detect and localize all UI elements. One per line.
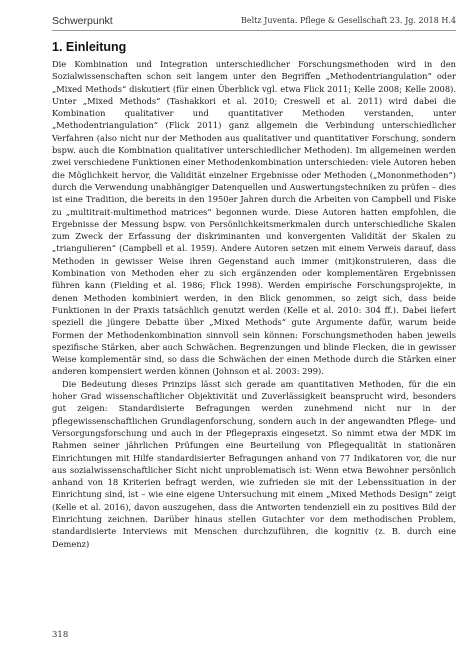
section-label: Schwerpunkt [52, 15, 113, 27]
body-text [52, 58, 456, 550]
journal-citation: Beltz Juventa. Pflege & Gesellschaft 23. Jg. 2018 H.4 [241, 16, 456, 25]
section-heading: 1. Einleitung [52, 40, 127, 54]
paragraph-1: Die Kombination und Integration unterschiedlicher Forschungsmethoden wird in den Sozialwissenschaften schon seit langem unter den Begriffen „Methodentriangulation“ oder „Mixed Methods“ diskutiert (für einen Überblick vgl. etwa Flick 2011; Kelle 2008; Kelle 2008). Unter „Mixed Methods“ (Tashakkori et al. 2010; Creswell et al. 2011) wird dabei die Kombination qualitativer und quantitativer Methoden verstanden, unter „Methodentriangulation“ (Flick 2011) ganz allgemein die Verbindung unterschiedlicher Verfahren (also nicht nur der Methoden aus qualitativer und quantitativer Forschung, sondern bspw. auch die Kombination qualitativer unterschiedlicher Methoden). Im allgemeinen werden zwei verschiedene Funktionen einer Methodenkombination unterschieden: viele Autoren heben die Möglichkeit hervor, die Validität einzelner Ergebnisse oder Methoden („Mononmethoden“) durch die Verwendung unabhängiger Datenquellen und Auswertungstechniken zu prüfen – dies ist eine Tradition, die bereits in den 1950er Jahren durch die Arbeiten von Campbell und Fiske zu „multitrait-multimethod matrices“ begonnen wurde. Diese Autoren hatten empfohlen, die Ergebnisse der Messung bspw. von Persönlichkeitsmerkmalen durch unterschiedliche Skalen zum Zweck der Erfassung der diskriminanten und konvergenten Validität der Skalen zu „triangulieren“ (Campbell et al. 1959). Andere Autoren setzen mit einem Verweis darauf, dass Methoden in gewisser Weise ihren Gegenstand auch immer (mit)konstruieren, dass die Kombination von Methoden eher zu sich ergänzenden oder komplementären Ergebnissen führen kann (Fielding et al. 1986; Flick 1998). Werden empirische Forschungsprojekte, in denen Methoden kombiniert werden, in den Blick genommen, so zeigt sich, dass beide Funktionen in der Praxis tatsächlich genutzt werden (Kelle et al. 2010: 304 ff.). Dabei liefert speziell die jüngere Debatte über „Mixed Methods“ gute Argumente dafür, warum beide Formen der Methodenkombination sinnvoll sein können: Forschungsmethoden haben jeweils spezifische Stärken, aber auch Schwächen. Begrenzungen und blinde Flecken, die in gewisser Weise komplementär sind, so dass die Schwächen der einen Methode durch die Stärken einer anderen kompensiert werden können (Johnson et al. 2003: 299). [52, 59, 456, 377]
paragraph-2: Die Bedeutung dieses Prinzips lässt sich gerade am quantitativen Methoden, für die ein hoher Grad wissenschaftlicher Objektivität und Zuverlässigkeit beansprucht wird, besonders gut zeigen: Standardisierte Befragungen werden zunehmend nicht nur in der pflegewissenschaftlichen Grundlagenforschung, sondern auch in der angewandten Pflege- und Versorgungsforschung und auch in der Pflegepraxis eingesetzt. So nimmt etwa der MDK im Rahmen seiner jährlichen Prüfungen eine Beurteilung von Pflegequalität in stationären Einrichtungen mit Hilfe standardisierter Befragungen anhand von 77 Indikatoren vor, die nur aus sozialwissenschaftlicher Sicht nicht unproblematisch ist: Wenn etwa Bewohner persönlich anhand von 18 Kriterien befragt werden, wie zufrieden sie mit der Lebenssituation in der Einrichtung sind, ist – wie eine eigene Untersuchung mit einem „Mixed Methods Design“ zeigt (Kelle et al. 2016), davon auszugehen, dass die Antworten tendenziell ein zu positives Bild der Einrichtung zeichnen. Darüber hinaus stellen Gutachter vor dem methodischen Problem, standardisierte Interviews mit Menschen durchzuführen, die kognitiv (z. B. durch eine Demenz) [52, 378, 456, 549]
page-number: 318 [52, 630, 69, 640]
running-header [52, 14, 456, 31]
